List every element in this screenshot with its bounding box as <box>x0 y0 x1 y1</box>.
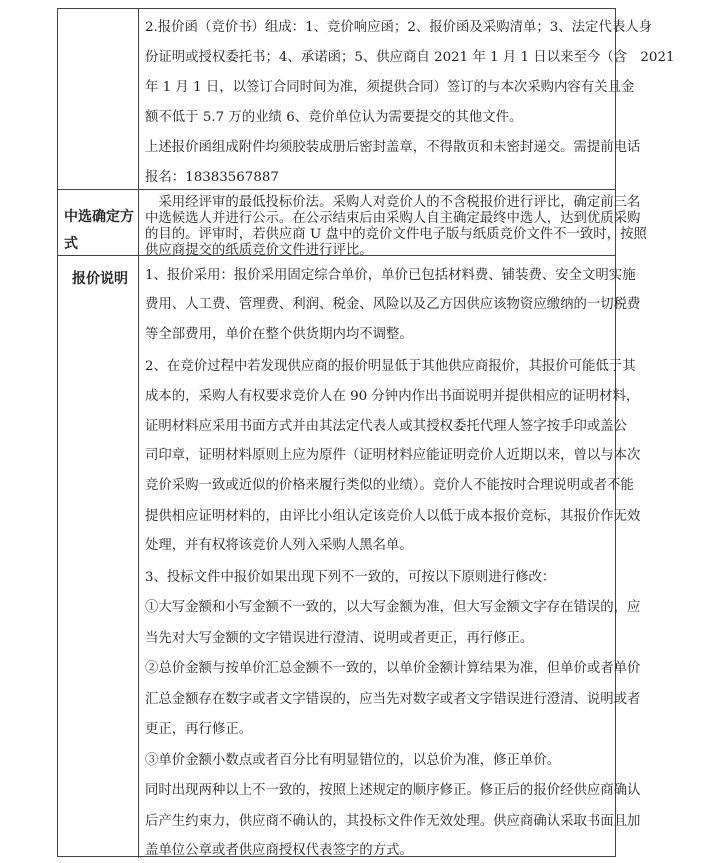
text-line: 的目的。评审时，若供应商 U 盘中的竞价文件电子版与纸质竞价文件不一致时，按照 <box>145 227 647 242</box>
text-line: ②总价金额与按单价汇总金额不一致的，以单价金额计算结果为准，但单价或者单价 <box>145 661 641 676</box>
row-label-quote-notes <box>58 256 139 858</box>
text-line: 中选候选人并进行公示。在公示结束后由采购人自主确定最终中选人，达到优质采购 <box>145 211 641 226</box>
text-line: 1、报价采用：报价采用固定综合单价，单价已包括材料费、铺装费、安全文明实施 <box>145 268 636 283</box>
text-line: ①大写金额和小写金额不一致的，以大写金额为准，但大写金额文字存在错误的，应 <box>145 600 641 615</box>
text-line: 盖单位公章或者供应商授权代表签字的方式。 <box>145 843 413 858</box>
text-line: 供应商提交的纸质竞价文件进行评比。 <box>145 243 373 258</box>
row-label-empty <box>58 9 139 189</box>
table-row-bid-documents <box>58 9 675 190</box>
text-line: 2.报价函（竞价书）组成：1、竞价响应函；2、报价函及采购清单；3、法定代表人身 <box>145 20 653 35</box>
text-line: 竞价采购一致或近似的价格来履行类似的业绩）。竞价人不能按时合理说明或者不能 <box>145 478 634 493</box>
text-line: ③单价金额小数点或者百分比有明显错位的，以总价为准，修正单价。 <box>145 753 561 768</box>
text-line: 同时出现两种以上不一致的，按照上述规定的顺序修正。修正后的报价经供应商确认 <box>145 783 641 798</box>
text-line: 等全部费用，单价在整个供货期内均不调整。 <box>145 327 413 342</box>
text-line: 份证明或授权委托书；4、承诺函；5、供应商自 2021 年 1 月 1 日以来至今（含 2021 <box>145 50 675 65</box>
text-line: 提供相应证明材料的，由评比小组认定该竞价人以低于成本报价竞标，其报价作无效 <box>145 509 641 524</box>
text-line: 后产生约束力，供应商不确认的，其投标文件作无效处理。供应商确认采取书面且加 <box>145 814 641 829</box>
text-line: 年 1 月 1 日，以签订合同时间为准，须提供合同）签订的与本次采购内容有关且金 <box>145 80 635 95</box>
text-line: 证明材料应采用书面方式并由其法定代表人或其授权委托代理人签字按手印或盖公 <box>145 419 628 434</box>
document-table <box>57 8 675 858</box>
text-line: 司印章，证明材料原则上应为原件（证明材料应能证明竞价人近期以来，曾以与本次 <box>145 448 641 463</box>
table-row-quote-notes <box>58 256 641 858</box>
label-line: 式 <box>64 236 78 252</box>
text-line: 汇总金额存在数字或者文字错误的，应当先对数字或者文字错误进行澄清、说明或者 <box>145 692 641 707</box>
text-line: 当先对大写金额的文字错误进行澄清、说明或者更正，再行修正。 <box>145 631 534 646</box>
text-line: 上述报价函组成附件均须胶装成册后密封盖章，不得散页和未密封递交。需提前电话 <box>145 140 641 155</box>
text-line: 3、投标文件中报价如果出现下列不一致的，可按以下原则进行修改： <box>145 570 556 585</box>
text-line: 成本的，采购人有权要求竞价人在 90 分钟内作出书面说明并提供相应的证明材料， <box>145 389 640 404</box>
label-line: 中选确定方 <box>64 209 134 225</box>
text-line: 采用经评审的最低投标价法。采购人对竞价人的不含税报价进行评比，确定前三名 <box>145 195 641 210</box>
text-line: 2、在竞价过程中若发现供应商的报价明显低于其他供应商报价，其报价可能低于其 <box>145 359 636 374</box>
text-line: 处理，并有权将该竞价人列入采购人黑名单。 <box>145 538 413 553</box>
text-line: 更正，再行修正。 <box>145 722 253 737</box>
text-line: 额不低于 5.7 万的业绩 6、竞价单位认为需要提交的其他文件。 <box>145 110 523 125</box>
text-line: 报名：18383567887 <box>145 170 279 185</box>
row-label-selection-method <box>58 190 139 255</box>
text-line: 费用、人工费、管理费、利润、税金、风险以及乙方因供应该物资应缴纳的一切税费 <box>145 297 641 312</box>
label-text: 报价说明 <box>72 271 128 287</box>
table-row-selection-method <box>58 190 647 258</box>
